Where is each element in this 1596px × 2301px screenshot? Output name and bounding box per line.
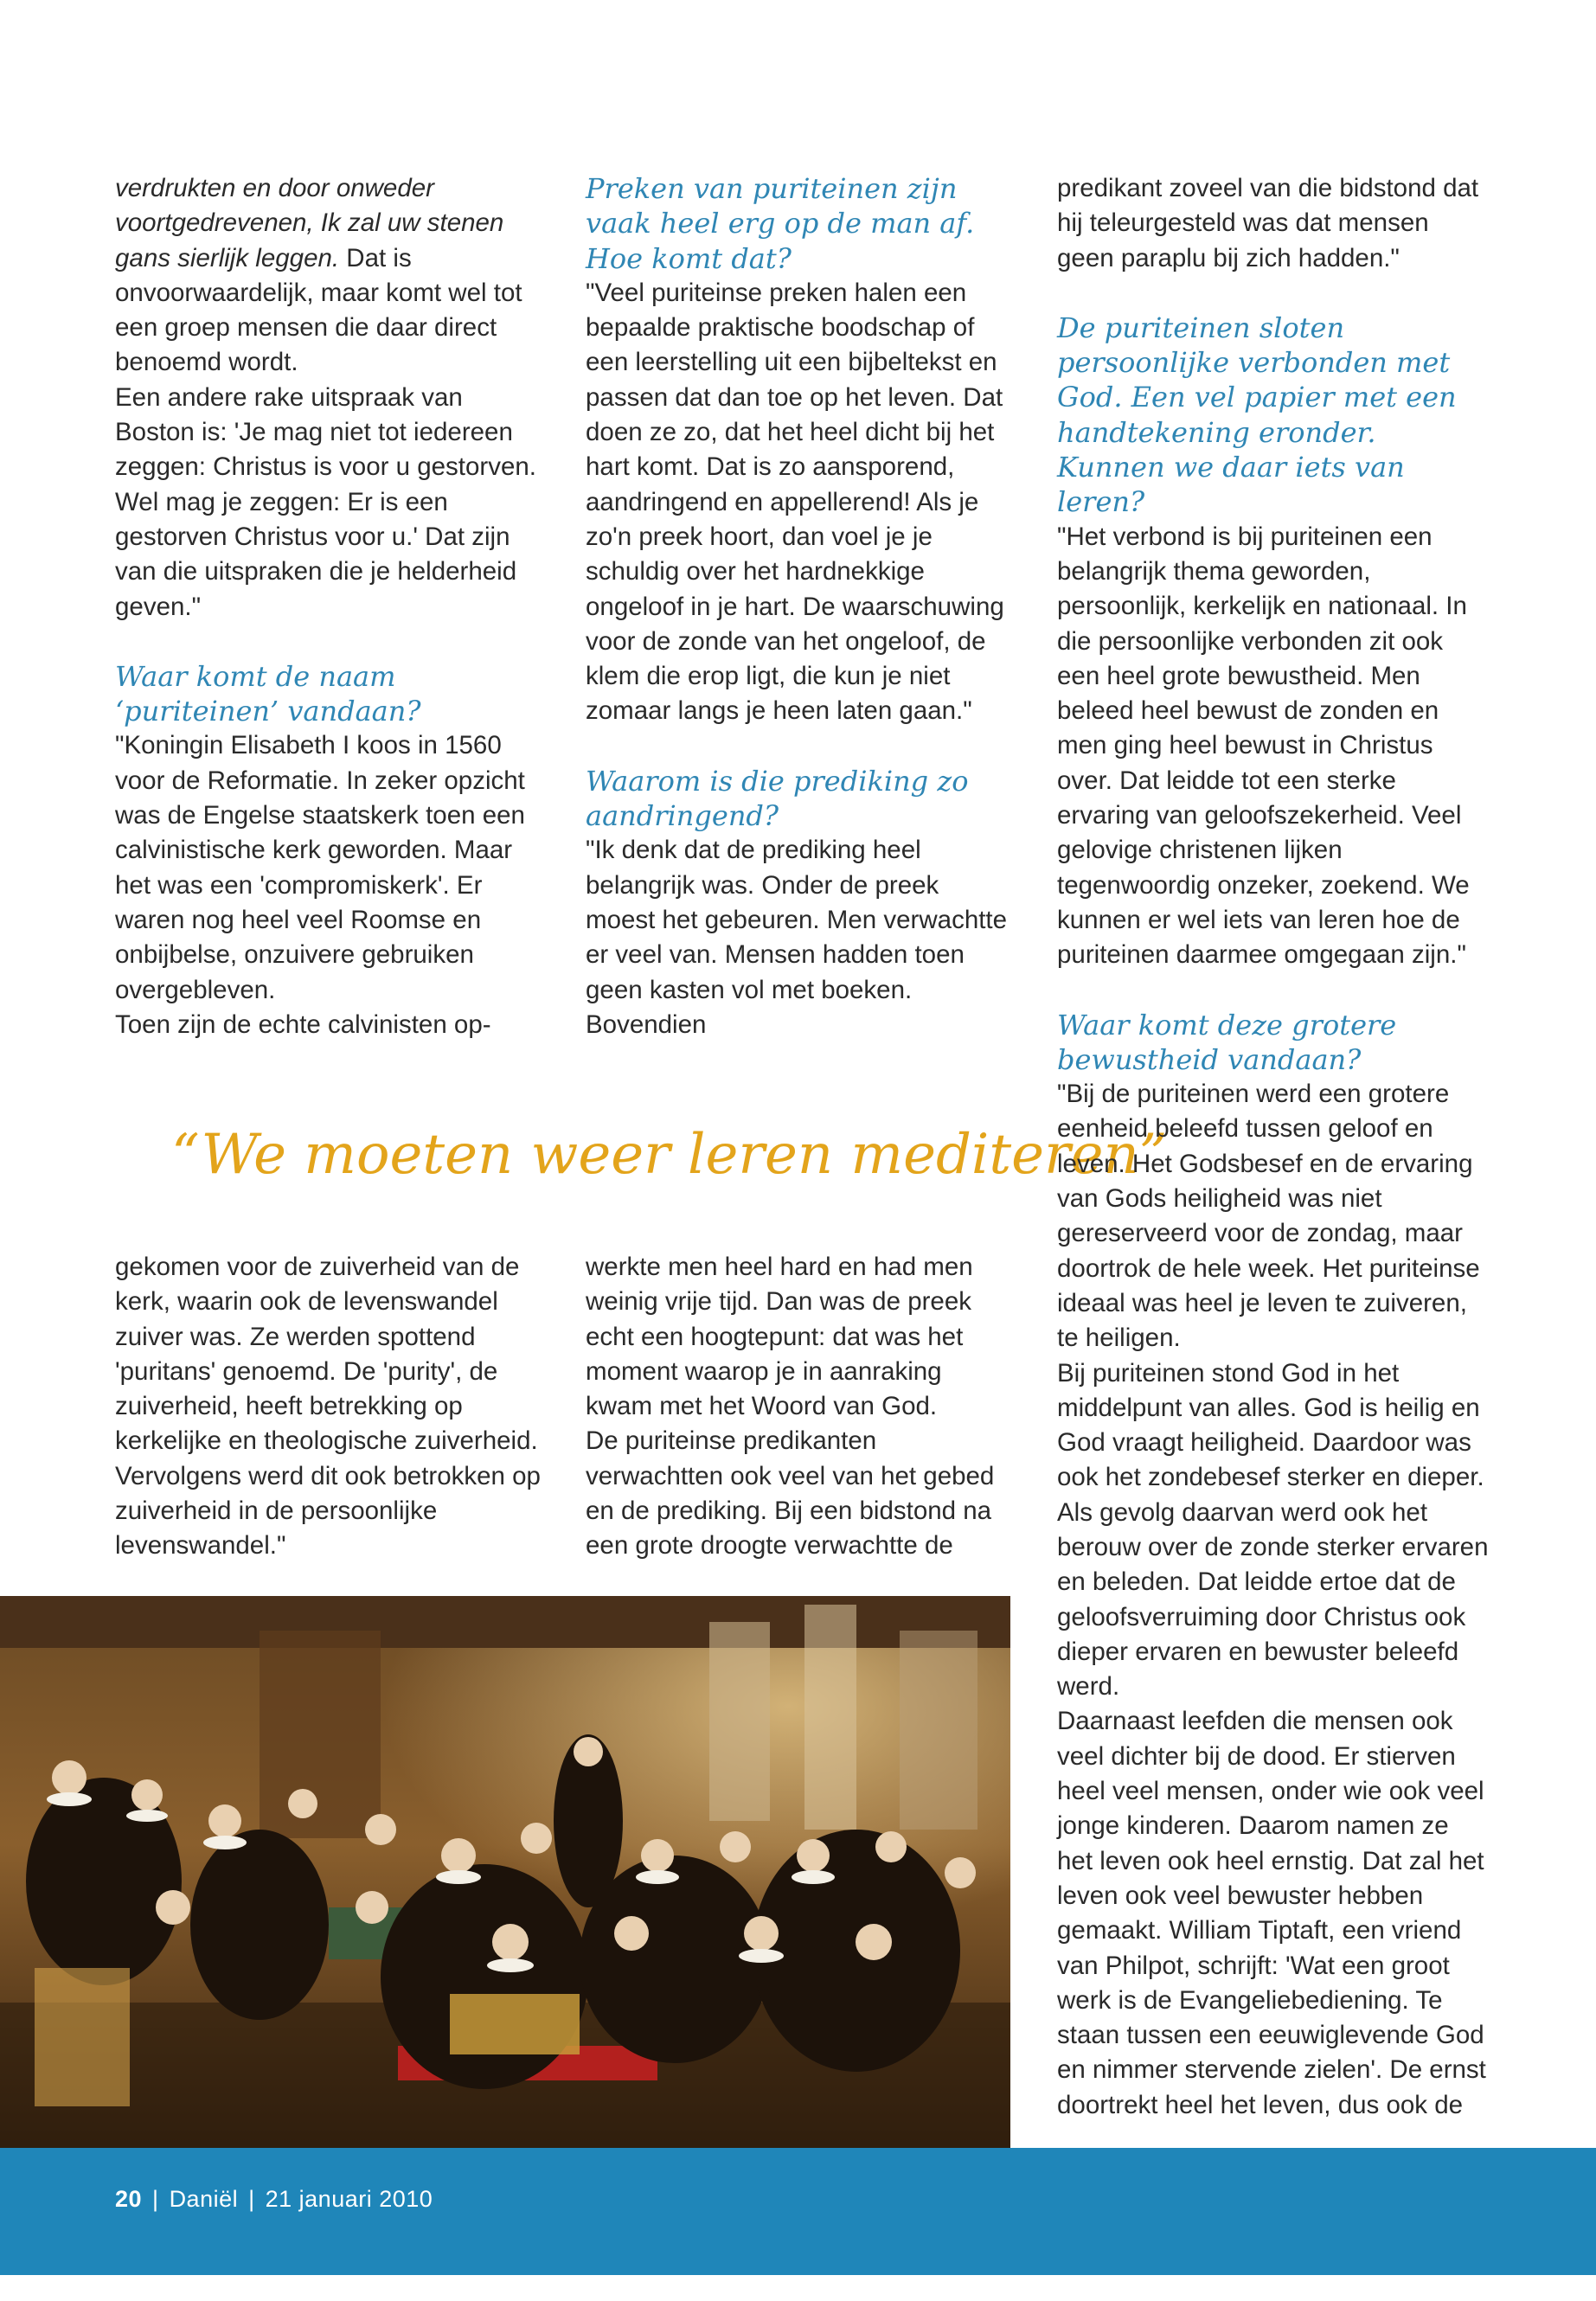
paragraph: werkte men heel hard en had men weinig vrije tijd. Dan was de preek echt een hoogtepunt: dat was het moment waarop je in aanraking kwam met het Woord van God. [586,1253,973,1421]
column-middle-top [586,171,1014,1042]
paragraph: "Het verbond is bij puriteinen een belangrijk thema geworden, persoonlijk, kerkelijk en nationaal. In die persoonlijke verbonden zit ook een heel grote bewustheid. Men beleed heel bewust de zonden en men ging heel bewust in Christus over. Dat leidde tot een sterke ervaring van geloofszekerheid. Veel gelovige christenen lijken tegenwoordig onzeker, zoekend. We kunnen er wel iets van leren hoe de puriteinen daarmee omgegaan zijn." [1057,522,1470,970]
question-heading: Waar komt de naam ‘puriteinen’ vandaan? [115,659,421,728]
paragraph: Een andere rake uitspraak van Boston is: 'Je mag niet tot iedereen zeggen: Christus is voor u gestorven. Wel mag je zeggen: Er is een gestorven Christus voor u.' Dat zijn van die uitspraken die je helderheid geven." [115,382,536,621]
question-heading: Waar komt deze grotere bewustheid vandaan? [1057,1008,1397,1076]
question-heading: Waarom is die prediking zo aandringend? [586,764,969,833]
separator: | [248,2186,255,2212]
column-left-top [115,171,543,1042]
paragraph: verdrukten en door onweder voortgedrevenen, Ik zal uw stenen gans sierlijk leggen. Dat is onvoorwaardelijk, maar komt wel tot een groep mensen die daar direct benoemd wordt. [115,174,522,377]
page-footer [115,2186,433,2213]
paragraph: Bij puriteinen stond God in het middelpunt van alles. God is heilig en God vraagt heiligheid. Daardoor was ook het zondebesef sterker en dieper. Als gevolg daarvan werd ook het berouw over de zonde sterker ervaren en beleden. Dat leidde ertoe dat de geloofsverruiming door Christus ook dieper ervaren en bewuster beleefd werd. [1057,1358,1489,1702]
painting-synod-illustration [0,1596,1010,2148]
issue-date: 21 januari 2010 [265,2186,433,2212]
column-left-bottom [115,1250,543,1564]
magazine-name: Daniël [169,2186,239,2212]
separator: | [152,2186,159,2212]
paragraph: predikant zoveel van die bidstond dat hij teleurgesteld was dat mensen geen paraplu bij zich hadden." [1057,174,1479,272]
question-heading: De puriteinen sloten persoonlijke verbonden met God. Een vel papier met een handtekening eronder. Kunnen we daar iets van leren? [1057,311,1457,519]
pull-quote: “We moeten weer leren mediteren” [171,1123,1168,1187]
paragraph: "Ik denk dat de prediking heel belangrijk was. Onder de preek moest het gebeuren. Men verwachtte er veel van. Mensen hadden toen geen kasten vol met boeken. Bovendien [586,836,1008,1039]
paragraph: Daarnaast leefden die mensen ook veel dichter bij de dood. Er stierven heel veel mensen, onder wie ook veel jonge kinderen. Daarom namen ze het leven ook heel ernstig. Dat zal het leven ook veel bewuster hebben gemaakt. William Tiptaft, een vriend van Philpot, schrijft: 'Wat een groot werk is de Evangeliebediening. Te staan tussen een eeuwiglevende God en nimmer stervende zielen'. De ernst doortrekt heel het leven, dus ook de [1057,1707,1486,2119]
paragraph: "Bij de puriteinen werd een grotere eenheid beleefd tussen geloof en leven. Het Godsbesef en de ervaring van Gods heiligheid was niet gereserveerd voor de zondag, maar doortrok de hele week. Het puriteinse ideaal was heel je leven te zuiveren, te heiligen. [1057,1080,1480,1353]
paragraph: De puriteinse predikanten verwachtten ook veel van het gebed en de prediking. Bij een bidstond na een grote droogte verwachtte de [586,1426,995,1561]
paragraph: Toen zijn de echte calvinisten op- [115,1009,491,1039]
question-heading: Preken van puriteinen zijn vaak heel erg op de man af. Hoe komt dat? [586,172,975,275]
paragraph: "Veel puriteinse preken halen een bepaalde praktische boodschap of een leerstelling uit een bijbeltekst en passen dat dan toe op het leven. Dat doen ze zo, dat het heel dicht bij het hart komt. Dat is zo aansporend, aandringend en appellerend! Als je zo'n preek hoort, dan voel je je schuldig over het hardnekkige ongeloof in je hart. De waarschuwing voor de zonde van het ongeloof, de klem die erop ligt, die kun je niet zomaar langs je heen laten gaan." [586,278,1004,726]
column-right [1057,171,1490,2123]
bible-quote: verdrukten en door onweder voortgedrevenen, Ik zal uw stenen gans sierlijk leggen. [115,174,504,272]
paragraph: gekomen voor de zuiverheid van de kerk, waarin ook de levenswandel zuiver was. Ze werden spottend 'puritans' genoemd. De 'purity', de zuiverheid, heeft betrekking op kerkelijke en theologische zuiverheid. Vervolgens werd dit ook betrokken op zuiverheid in de persoonlijke levenswandel." [115,1253,541,1561]
column-middle-bottom [586,1250,1014,1564]
paragraph: "Koningin Elisabeth I koos in 1560 voor de Reformatie. In zeker opzicht was de Engelse staatskerk toen een calvinistische kerk geworden. Maar het was een 'compromiskerk'. Er waren nog heel veel Roomse en onbijbelse, onzuivere gebruiken overgebleven. [115,731,525,1004]
page-number: 20 [115,2186,143,2212]
